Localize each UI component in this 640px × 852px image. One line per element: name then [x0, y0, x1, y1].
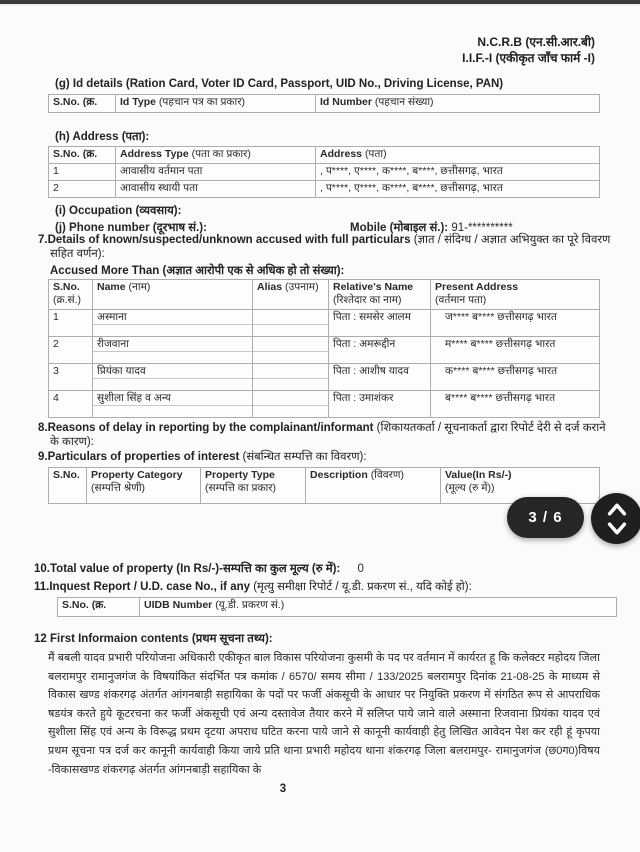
acc-row1-relative: पिता : समसेर आलम: [329, 310, 431, 337]
top-bar-edge: [0, 4, 640, 6]
accused-row: [49, 310, 600, 337]
prop-col-sno: S.No.: [49, 468, 87, 504]
address-table: [48, 146, 600, 198]
acc-col-address: Present Address (वर्तमान पता): [431, 280, 600, 310]
section-12-heading: 12 First Informaion contents (प्रथम सूचना तथ्य):: [34, 633, 273, 645]
acc-row2-relative: पिता : अमरूद्दीन: [329, 337, 431, 364]
acc-row2-sno: 2: [49, 337, 93, 364]
accused-table: [48, 279, 600, 418]
section-11-heading: 11.Inquest Report / U.D. case No., if any (मृत्यु समीक्षा रिपोर्ट / यू.डी. प्रकरण सं., यदि कोई हो):: [34, 581, 472, 593]
total-value: 0: [357, 563, 364, 575]
mobile-number: Mobile (मोबाइल सं.): 91-**********: [350, 222, 513, 234]
acc-row2-name: रीजवाना: [93, 337, 253, 364]
mobile-value: 91-**********: [451, 222, 513, 234]
page-indicator-label: 3 / 6: [528, 509, 563, 526]
addr-col-sno: S.No. (क्र.: [49, 147, 116, 164]
acc-row4-address: ब**** ब**** छत्तीसगढ़ भारत: [431, 391, 600, 418]
addr-col-address: Address (पता): [316, 147, 600, 164]
form-title: I.I.F.-I (एकीकृत जाँच फार्म -I): [462, 51, 595, 65]
acc-row1-alias: [253, 310, 329, 337]
addr-row2-sno: 2: [49, 181, 116, 198]
chevron-down-icon: [609, 524, 624, 532]
acc-row4-sno: 4: [49, 391, 93, 418]
id-col-sno: S.No. (क्र.: [49, 95, 116, 113]
acc-col-sno: S.No. (क्र.सं.): [49, 280, 93, 310]
accused-row: [49, 364, 600, 391]
section-h-heading: (h) Address (पता):: [55, 131, 150, 143]
accused-more-than-label: Accused More Than (अज्ञात आरोपी एक से अधिक हो तो संख्या):: [50, 265, 345, 277]
prop-col-value: Value(In Rs/-) (मूल्य (रु में)): [441, 468, 600, 504]
uidb-col-sno: S.No. (क्र.: [58, 598, 140, 617]
uidb-col-number: UIDB Number (यू.डी. प्रकरण सं.): [140, 598, 617, 617]
acc-row1-address: ज**** ब**** छत्तीसगढ़ भारत: [431, 310, 600, 337]
addr-row1-sno: 1: [49, 164, 116, 181]
acc-row1-sno: 1: [49, 310, 93, 337]
section-7-heading: 7.Details of known/suspected/unknown accused with full particulars (ज्ञात / संदिग्ध / अज्ञात अभियुक्त का पूरे विवरण सहित वर्णन):: [38, 234, 611, 260]
acc-row3-relative: पिता : आशीष यादव: [329, 364, 431, 391]
org-title: N.C.R.B (एन.सी.आर.बी): [477, 35, 595, 49]
scroll-handle[interactable]: [591, 493, 640, 544]
addr-row1-value: , प****, ए****, क****, ब****, छत्तीसगढ़, भारत: [316, 164, 600, 181]
addr-row2-type: आवासीय स्थायी पता: [116, 181, 316, 198]
section-8-heading: 8.Reasons of delay in reporting by the complainant/informant (शिकायतकर्ता / सूचनाकर्ता द्वारा रिपोर्ट देरी से दर्ज कराने के कारण):: [38, 422, 606, 448]
address-row: [49, 181, 600, 198]
acc-col-relative: Relative's Name (रिश्तेदार का नाम): [329, 280, 431, 310]
section-10-heading: 10.Total value of property (In Rs/-)-सम्पत्ति का कुल मूल्य (रु में): 0: [34, 563, 364, 575]
addr-row2-value: , प****, ए****, क****, ब****, छत्तीसगढ़, भारत: [316, 181, 600, 198]
acc-row3-alias: [253, 364, 329, 391]
addr-row1-type: आवासीय वर्तमान पता: [116, 164, 316, 181]
section-9-heading: 9.Particulars of properties of interest (संबन्धित सम्पत्ति का विवरण):: [38, 451, 367, 463]
id-col-type: Id Type (पहचान पत्र का प्रकार): [116, 95, 316, 113]
addr-col-type: Address Type (पता का प्रकार): [116, 147, 316, 164]
prop-col-type: Property Type (सम्पत्ति का प्रकार): [201, 468, 306, 504]
address-row: [49, 164, 600, 181]
acc-row3-name: प्रियंका यादव: [93, 364, 253, 391]
acc-row1-name: अस्माना: [93, 310, 253, 337]
section-j-row: (j) Phone number (दूरभाष सं.): Mobile (मोबाइल सं.): 91-**********: [55, 222, 513, 234]
form-header: [462, 34, 595, 66]
section-i-heading: (i) Occupation (व्यवसाय):: [55, 205, 182, 217]
prop-col-category: Property Category (सम्पत्ति श्रेणी): [87, 468, 201, 504]
acc-row3-address: क**** ब**** छत्तीसगढ़ भारत: [431, 364, 600, 391]
accused-row: [49, 391, 600, 418]
acc-col-name: Name (नाम): [93, 280, 253, 310]
chevron-up-icon: [609, 505, 624, 513]
acc-row3-sno: 3: [49, 364, 93, 391]
acc-row4-relative: पिता : उमाशंकर: [329, 391, 431, 418]
acc-row2-alias: [253, 337, 329, 364]
accused-row: [49, 337, 600, 364]
prop-col-description: Description (विवरण): [306, 468, 441, 504]
acc-col-alias: Alias (उपनाम): [253, 280, 329, 310]
acc-row4-alias: [253, 391, 329, 418]
acc-row4-name: सुशीला सिंह व अन्य: [93, 391, 253, 418]
document-page-number: 3: [279, 783, 287, 795]
page-indicator: [507, 497, 584, 538]
inquest-table: [57, 597, 617, 617]
id-details-table: [48, 94, 600, 113]
chevron-up-down-icon: [604, 498, 630, 540]
acc-row2-address: म**** ब**** छत्तीसगढ़ भारत: [431, 337, 600, 364]
id-col-number: Id Number (पहचान संख्या): [316, 95, 600, 113]
fir-contents-paragraph: मैं बबली यादव प्रभारी परियोजना अधिकारी एकीकृत बाल विकास परियोजना कुसमी के पद पर वर्तमान में कार्यरत हू कि कलेक्टर महोदय जिला बलरामपुर रामानुजगंज के विषयांकित संदर्भित पत्र कमांक / 6570/ समय सीमा / 133/2025 बलरामपुर दिनांक 21-08-25 के माध्यम से विकास खण्ड शंकरगढ़ अंतर्गत आंगनबाड़ी सहायिका के पदों पर फर्जी अंकसूची के आधार पर नियुक्ति प्रकरण में संगठित रूप से आपराधिक षडयंत्र करते हुये कूटरचना कर फर्जी अंकसूची एवं अन्य दस्तावेज तैयार करने में सलिप्त पाये जाने वाले अस्माना रिजवाना प्रियंका यादव एवं सुशीला सिंह एवं अन्य के विरूद्ध प्रथम दृटया अपराध घटित करना पाये जाने से कानूनी कार्यवाही हेतु लिखित आवेदन पेश कर रही हूं कृपया प्रथम सूचना पत्र दर्ज कर कानूनी कार्यवाही किया जाये प्रति थाना प्रभारी महोदय थाना शंकरगढ़ जिला बलरामपुर- रामानुजगंज (छ0ग0)विषय -विकासखण्ड शंकरगढ़ अंतर्गत आंगनबाड़ी सहायिका के: [48, 652, 600, 776]
section-g-heading: (g) Id details (Ration Card, Voter ID Card, Passport, UID No., Driving License, PAN): [55, 78, 504, 90]
